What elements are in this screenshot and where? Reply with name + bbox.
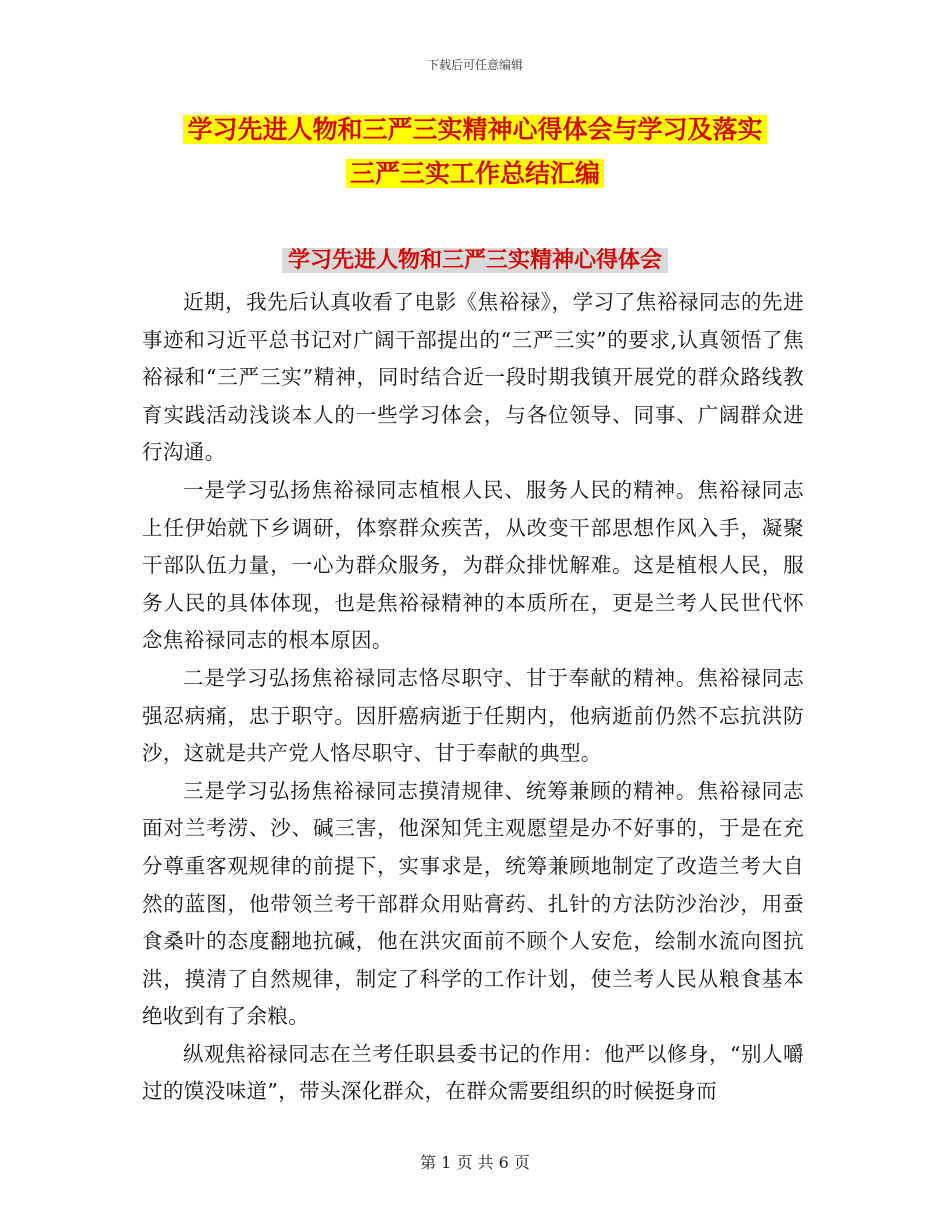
document-title-line-1 [0, 112, 950, 148]
paragraph-summary: 纵观焦裕禄同志在兰考任职县委书记的作用：他严以修身，“别人嚼过的馍没味道”，带头深化群众，在群众需要组织的时候挺身而 [142, 1041, 804, 1104]
page-footer: 第 1 页 共 6 页 [420, 1153, 530, 1172]
paragraph-point-1: 一是学习弘扬焦裕禄同志植根人民、服务人民的精神。焦裕禄同志上任伊始就下乡调研，体察群众疾苦，从改变干部思想作风入手，凝聚干部队伍力量，一心为群众服务，为群众排忧解难。这是植根人民，服务人民的具体体现，也是焦裕禄精神的本质所在，更是兰考人民世代怀念焦裕禄同志的根本原因。 [142, 477, 804, 653]
body-text [142, 284, 804, 1111]
paragraph-point-2: 二是学习弘扬焦裕禄同志恪尽职守、甘于奉献的精神。焦裕禄同志强忍病痛，忠于职守。因肝癌病逝于任期内，他病逝前仍然不忘抗洪防沙，这就是共产党人恪尽职守、甘于奉献的典型。 [142, 665, 804, 766]
document-title-line-2 [0, 156, 950, 192]
document-title-line-1-text: 学习先进人物和三严三实精神心得体会与学习及落实 [183, 115, 766, 144]
paragraph-point-3: 三是学习弘扬焦裕禄同志摸清规律、统筹兼顾的精神。焦裕禄同志面对兰考涝、沙、碱三害，他深知凭主观愿望是办不好事的，于是在充分尊重客观规律的前提下，实事求是，统筹兼顾地制定了改造兰考大自然的蓝图，他带领兰考干部群众用贴膏药、扎针的方法防沙治沙，用蚕食桑叶的态度翻地抗碱，他在洪灾面前不顾个人安危，绘制水流向图抗洪，摸清了自然规律，制定了科学的工作计划，使兰考人民从粮食基本绝收到有了余粮。 [142, 778, 804, 1029]
document-title-line-2-text: 三严三实工作总结汇编 [346, 159, 604, 188]
header-note: 下载后可任意编辑 [426, 58, 523, 72]
section-title [0, 244, 950, 278]
section-title-text: 学习先进人物和三严三实精神心得体会 [282, 248, 668, 273]
paragraph-intro: 近期，我先后认真收看了电影《焦裕禄》，学习了焦裕禄同志的先进事迹和习近平总书记对广阔干部提出的“三严三实”的要求,认真领悟了焦裕禄和“三严三实”精神，同时结合近一段时期我镇开展党的群众路线教育实践活动浅谈本人的一些学习体会，与各位领导、同事、广阔群众进行沟通。 [142, 290, 804, 465]
